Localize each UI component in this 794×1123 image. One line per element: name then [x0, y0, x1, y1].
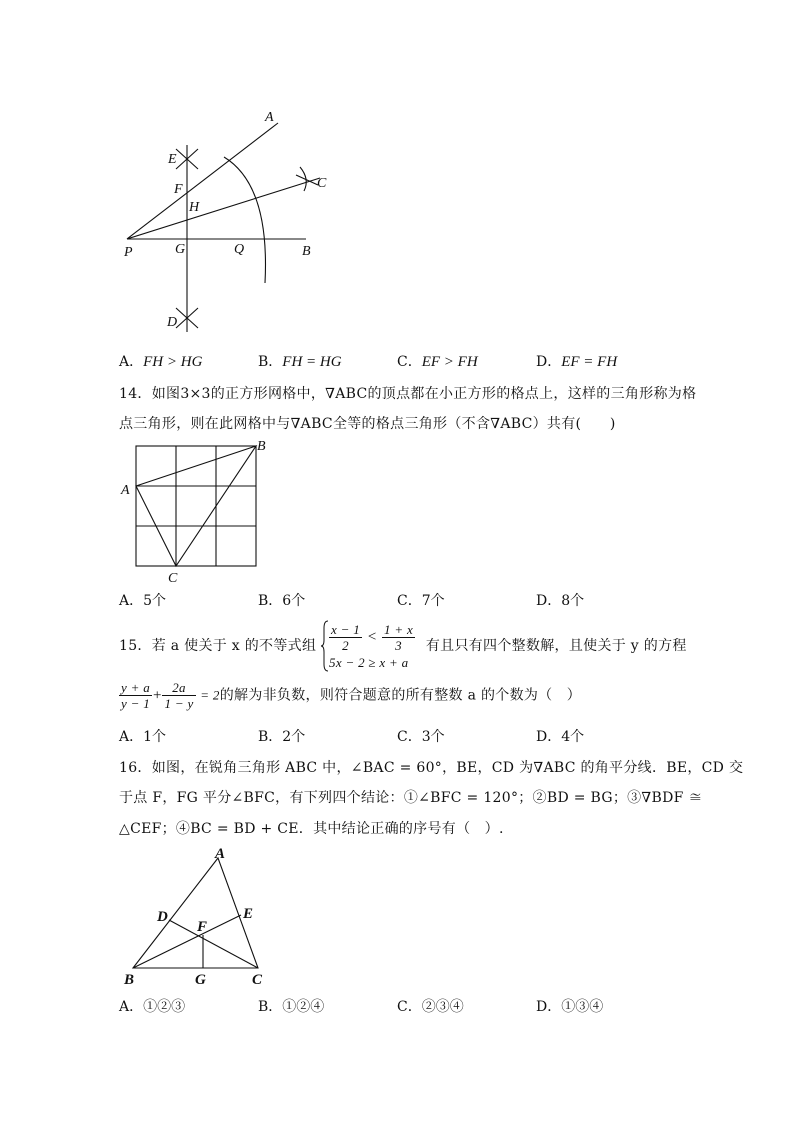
q13-option-a — [119, 353, 202, 371]
label-h: H — [189, 200, 200, 215]
label-d: D — [157, 909, 168, 925]
option-letter: A． — [119, 999, 144, 1015]
q15-text-line2 — [119, 680, 581, 716]
construction-arc — [224, 157, 265, 283]
option-letter: A． — [119, 354, 144, 370]
inequality-system — [321, 620, 415, 672]
denominator: 2 — [342, 637, 349, 653]
frac-1-plus-x-over-3 — [382, 622, 415, 653]
q16-triangle-figure — [118, 845, 278, 990]
option-letter: B． — [258, 354, 283, 370]
ray-pa — [127, 123, 278, 239]
q15-text-line1 — [119, 620, 687, 674]
option-letter: D． — [536, 354, 562, 370]
label-c: C — [252, 972, 263, 988]
q16-option-c — [397, 998, 464, 1016]
option-text: 6个 — [282, 593, 306, 609]
left-brace-icon — [321, 620, 329, 672]
option-letter: C． — [397, 729, 422, 745]
q13-option-b — [258, 353, 342, 371]
denominator: 1 − y — [164, 696, 194, 711]
option-letter: C． — [397, 354, 422, 370]
less-than: < — [366, 629, 378, 645]
q13-option-d — [536, 353, 617, 371]
q16-option-a — [119, 998, 185, 1016]
label-a: A — [121, 483, 130, 498]
option-letter: A． — [119, 593, 144, 609]
option-text: 1个 — [143, 729, 167, 745]
label-f: F — [197, 919, 208, 935]
q15-prefix: 15．若 a 使关于 x 的不等式组 — [119, 638, 317, 654]
inequality-2: 5x − 2 ≥ x + a — [329, 655, 409, 670]
option-letter: C． — [397, 593, 422, 609]
option-letter: C． — [397, 999, 422, 1015]
option-text: 4个 — [561, 729, 585, 745]
label-d: D — [167, 315, 178, 330]
option-text: ①③④ — [561, 999, 604, 1015]
q14-option-c — [397, 592, 445, 610]
label-b: B — [302, 244, 311, 259]
label-a: A — [265, 110, 274, 125]
option-text: FH > HG — [143, 354, 203, 370]
option-letter: B． — [258, 593, 283, 609]
denominator: y − 1 — [121, 696, 151, 711]
frac-y-plus-a-over-y-minus-1 — [119, 680, 152, 711]
q16-text-line2: 于点 F，FG 平分∠BFC，有下列四个结论：①∠BFC = 120°；②BD = BG；③∇BDF ≅ — [119, 790, 703, 806]
label-e: E — [243, 906, 254, 922]
option-text: EF > FH — [421, 354, 478, 370]
q16-option-b — [258, 998, 324, 1016]
label-q: Q — [234, 242, 245, 257]
q14-grid-figure — [115, 436, 275, 588]
label-c: C — [168, 571, 178, 586]
option-letter: D． — [536, 593, 562, 609]
q13-option-c — [397, 353, 478, 371]
option-letter: B． — [258, 729, 283, 745]
equation-rhs: = 2 — [200, 687, 220, 703]
label-g: G — [175, 242, 186, 257]
option-text: 8个 — [561, 593, 585, 609]
option-letter: D． — [536, 999, 562, 1015]
label-a: A — [215, 846, 226, 862]
q14-option-a — [119, 592, 166, 610]
q16-text-line3: △CEF；④BC = BD + CE．其中结论正确的序号有（ ）. — [119, 821, 504, 837]
q15-option-a — [119, 728, 166, 746]
grid-border — [136, 446, 256, 566]
numerator: y + a — [121, 680, 151, 695]
denominator: 3 — [395, 637, 402, 653]
q15-option-c — [397, 728, 445, 746]
frac-2a-over-1-minus-y — [162, 680, 195, 711]
label-g: G — [195, 972, 206, 988]
label-e: E — [168, 152, 177, 167]
triangle-abc — [136, 446, 256, 566]
plus-sign: + — [152, 687, 163, 704]
q15-suffix: 有且只有四个整数解，且使关于 y 的方程 — [425, 638, 687, 654]
option-letter: B． — [258, 999, 283, 1015]
label-b: B — [124, 972, 135, 988]
q15-option-d — [536, 728, 584, 746]
ray-pc — [127, 178, 320, 239]
numerator: 1 + x — [384, 621, 414, 637]
label-c: C — [317, 176, 327, 191]
option-text: FH = HG — [282, 354, 342, 370]
q16-text-line1: 16．如图，在锐角三角形 ABC 中，∠BAC = 60°，BE，CD 为∇ABC 的角平分线．BE，CD 交 — [119, 760, 744, 776]
triangle-abc — [133, 858, 258, 968]
option-text: 5个 — [143, 593, 167, 609]
label-p: P — [124, 245, 133, 260]
numerator: x − 1 — [331, 621, 361, 637]
frac-x-minus-1-over-2 — [329, 622, 362, 653]
q13-figure — [110, 105, 350, 340]
label-f: F — [174, 182, 183, 197]
option-text: 7个 — [421, 593, 445, 609]
q16-option-d — [536, 998, 603, 1016]
q14-text-line1: 14．如图3×3的正方形网格中，∇ABC的顶点都在小正方形的格点上，这样的三角形称为格 — [119, 386, 697, 402]
q14-option-b — [258, 592, 305, 610]
option-text: ①②③ — [143, 999, 186, 1015]
option-letter: A． — [119, 729, 144, 745]
option-text: 3个 — [421, 729, 445, 745]
inequality-1 — [329, 620, 415, 654]
option-text: EF = FH — [561, 354, 618, 370]
option-text: 2个 — [282, 729, 306, 745]
q15-option-b — [258, 728, 305, 746]
label-b: B — [257, 439, 266, 454]
option-text: ①②④ — [282, 999, 325, 1015]
bisector-be — [133, 915, 241, 968]
q15-line2-suffix: 的解为非负数，则符合题意的所有整数 a 的个数为（ ） — [219, 687, 582, 704]
q14-text-line2: 点三角形，则在此网格中与∇ABC全等的格点三角形（不含∇ABC）共有( ) — [119, 416, 616, 432]
q14-option-d — [536, 592, 584, 610]
numerator: 2a — [162, 680, 195, 696]
option-text: ②③④ — [421, 999, 464, 1015]
option-letter: D． — [536, 729, 562, 745]
